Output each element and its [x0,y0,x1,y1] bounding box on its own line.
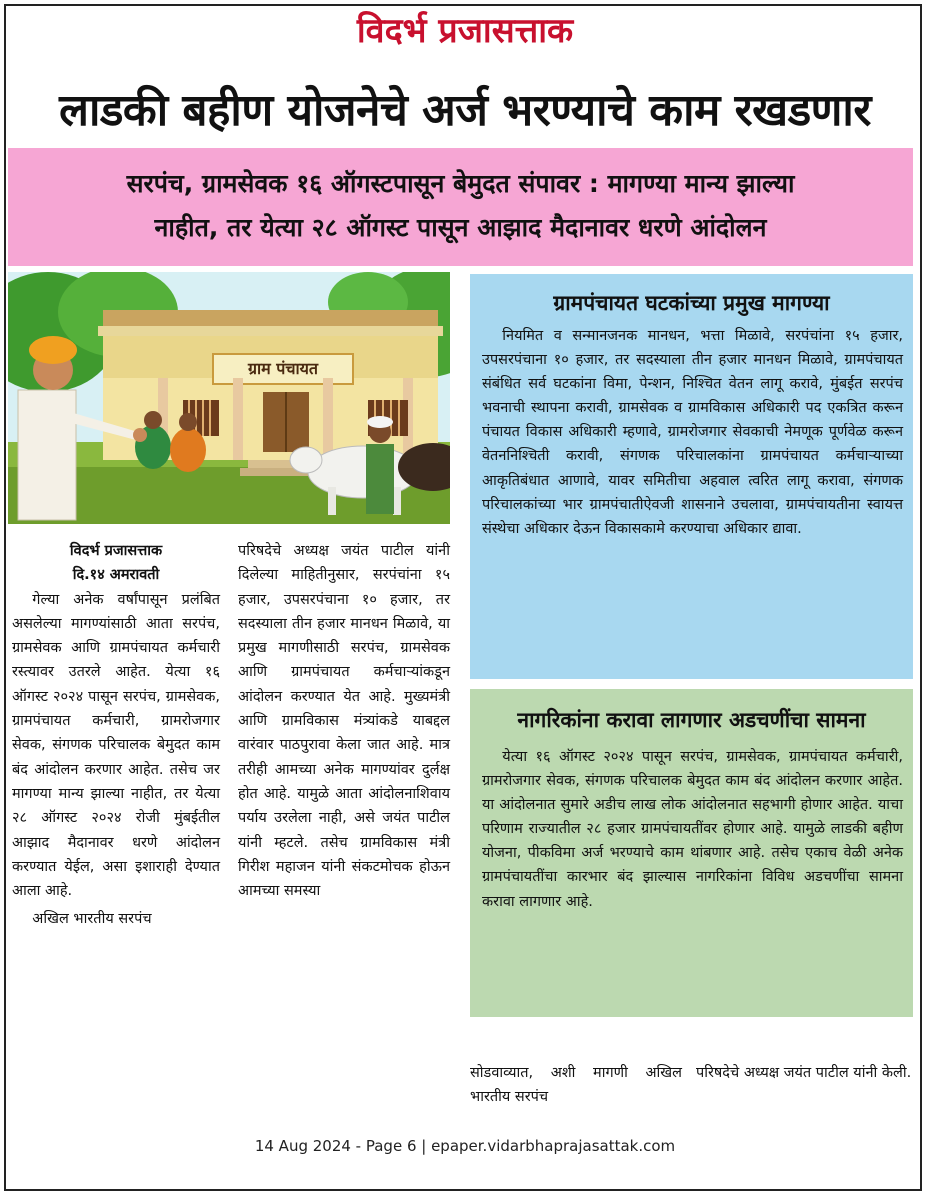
subheadline [8,162,913,250]
dateline-source: विदर्भ प्रजासत्ताक [69,543,163,559]
problems-box [470,689,913,1017]
demands-box-body: नियमित व सन्मानजनक मानधन, भत्ता मिळावे, सरपंचांना १५ हजार, उपसरपंचाना १० हजार, तर सदस्याला तीन हजार मानधन मिळावे, ग्रामपंचायत संबंधित सर्व घटकांना विमा, पेन्शन, निश्चित वेतन लागू करावे, मुंबईत सरपंच भवनाची स्थापना करावी, ग्रामसेवक व ग्रामविकास अधिकारी पद एकत्रित करून पंचायत विकास अधिकारी म्हणावे, ग्रामरोजगार सेवकाची नेमणूक पूर्णवेळ करून वेतननिश्चिती करावी, संगणक परिचालकांना ग्रामपंचायत कर्मचाऱ्याच्या आकृतिबंधात आणावे, यावर समितीचा अहवाल त्वरित लागू करावा, संगणक परिचालकांच्या भार ग्रामपंचातीऐवजी शासनाने उचलावा, ग्रामपंचायतीना स्वायत्त संस्थेचा अधिकार देऊन विकासकामे करण्याचा अधिकार द्यावा. [482,328,903,537]
article-continuation-right [696,1061,913,1085]
dateline-place: दि.१४ अमरावती [72,567,160,584]
article-paragraph: परिषदेचे अध्यक्ष जयंत पाटील यांनी केली. [696,1065,912,1081]
village-panchayat-illustration [8,272,450,524]
article-column-1 [12,539,220,932]
article-column-2 [238,539,450,903]
headline: लाडकी बहीण योजनेचे अर्ज भरण्याचे काम रखडणार [59,85,871,136]
demands-box-title: ग्रामपंचायत घटकांच्या प्रमुख मागण्या [553,291,830,315]
demands-box [470,274,913,679]
article-paragraph: परिषदेचे अध्यक्ष जयंत पाटील यांनी दिलेल्या माहितीनुसार, सरपंचांना १५ हजार, उपसरपंचाना १० हजार, तर सदस्याला तीन हजार मानधन मिळावे, या प्रमुख मागणीसाठी सरपंच, ग्रामसेवक आणि ग्रामपंचायत कर्मचाऱ्यांकडून आंदोलन करण्यात येत आहे. मुख्यमंत्री आणि ग्रामविकास मंत्र्यांकडे याबद्दल वारंवार पाठपुरावा केला जात आहे. मात्र तरीही आमच्या अनेक मागण्यांवर दुर्लक्ष होत आहे. यामुळे आता आंदोलनाशिवाय पर्याय उरलेला नाही, असे जयंत पाटील यांनी म्हटले. तसेच ग्रामविकास मंत्री गिरीश महाजन यांनी संकटमोचक होऊन आमच्या समस्या [238,543,450,900]
problems-box-body: येत्या १६ ऑगस्ट २०२४ पासून सरपंच, ग्रामसेवक, ग्रामपंचायत कर्मचारी, ग्रामरोजगार सेवक, संगणक परिचालक बेमुदत काम बंद आंदोलन करणार आहेत. या आंदोलनात सुमारे अडीच लाख लोक आंदोलनात सहभागी होणार आहेत. याचा परिणाम राज्यातील २८ हजार ग्रामपंचायतींवर होणार आहे. यामुळे लाडकी बहीण योजना, पीकविमा अर्ज भरण्याचे काम थांबणार आहे. तसेच एकाच वेळी अनेक ग्रामपंचायतींचा कारभार बंद झाल्यास नागरिकांना विविध अडचणींचा सामना करावा लागणार आहे. [482,749,903,910]
article-paragraph: गेल्या अनेक वर्षांपासून प्रलंबित असलेल्या मागण्यांसाठी आता सरपंच, ग्रामसेवक आणि ग्रामपंचायत कर्मचारी रस्त्यावर उतरले आहेत. येत्या १६ ऑगस्ट २०२४ पासून सरपंच, ग्रामसेवक, ग्रामपंचायत कर्मचारी, ग्रामरोजगार सेवक, संगणक परिचालक बेमुदत काम बंद आंदोलन करणार आहेत. तसेच जर मागण्या मान्य झाल्या नाहीत, तर येत्या २८ ऑगस्ट २०२४ रोजी मुंबईतील आझाद मैदानावर धरणे आंदोलन करण्यात येईल, असा इशाराही देण्यात आला आहे. [12,591,220,900]
page-footer: 14 Aug 2024 - Page 6 | epaper.vidarbhaprajasattak.com [254,1137,676,1155]
subheadline-banner [8,148,913,266]
article-paragraph: अखिल भारतीय सरपंच [32,911,152,928]
subheadline-line-1: सरपंच, ग्रामसेवक १६ ऑगस्टपासून बेमुदत संपावर : मागण्या मान्य झाल्या [126,169,795,198]
article-paragraph: सोडवाव्यात, अशी मागणी अखिल भारतीय सरपंच [470,1065,682,1106]
problems-box-title: नागरिकांना करावा लागणार अडचणींचा सामना [517,708,866,732]
article-continuation-left [470,1061,682,1110]
subheadline-line-2: नाहीत, तर येत्या २८ ऑगस्ट पासून आझाद मैदानावर धरणे आंदोलन [154,213,767,242]
newspaper-masthead: विदर्भ प्रजासत्ताक [356,11,574,51]
panchayat-sign-text: ग्राम पंचायत [247,359,319,378]
